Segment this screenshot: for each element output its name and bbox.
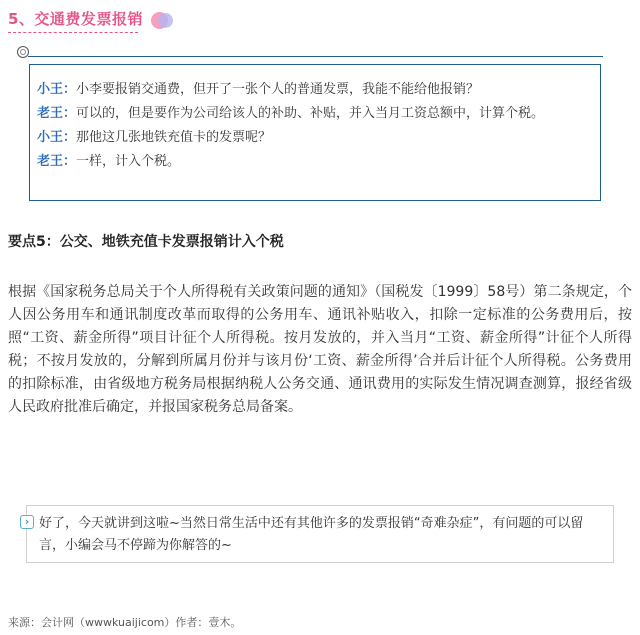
dialog-text: 小李要报销交通费，但开了一张个人的普通发票，我能不能给他报销？ xyxy=(76,82,480,97)
speaker-label: 老王： xyxy=(37,106,77,121)
speaker-label: 小王： xyxy=(37,82,77,97)
speaker-label: 老王： xyxy=(37,154,77,169)
dialog-text: 一样，计入个税。 xyxy=(76,154,181,169)
speaker-label: 小王： xyxy=(37,130,77,145)
dialog-line xyxy=(37,78,593,102)
dialog-line xyxy=(37,102,593,126)
decor-circle-blue xyxy=(158,13,173,28)
chevron-right-icon: › xyxy=(20,515,34,529)
pin-icon xyxy=(17,46,29,58)
dialog-text: 那他这几张地铁充值卡的发票呢？ xyxy=(76,130,272,145)
dialog-top-line xyxy=(28,56,603,57)
closing-text: 好了，今天就讲到这啦~当然日常生活中还有其他许多的发票报销“奇难杂症”，有问题的可以留言，小编会马不停蹄为你解答的~ xyxy=(39,516,584,553)
section-title: 5、交通费发票报销 xyxy=(8,10,143,28)
dialog-line xyxy=(37,126,593,150)
dialog-text: 可以的，但是要作为公司给该人的补助、补贴，并入当月工资总额中，计算个税。 xyxy=(76,106,545,121)
point-heading: 要点5：公交、地铁充值卡发票报销计入个税 xyxy=(8,234,284,250)
footer-source: 来源：会计网（wwwkuaijicom）作者：壹木。 xyxy=(8,616,242,629)
title-underline xyxy=(8,32,138,33)
dialog-line xyxy=(37,150,593,174)
body-paragraph: 根据《国家税务总局关于个人所得税有关政策问题的通知》（国税发〔1999〕58号）第二条规定，个人因公务用车和通讯制度改革而取得的公务用车、通讯补贴收入，扣除一定标准的公务费用后，按照“工资、薪金所得”项目计征个人所得税。按月发放的，并入当月“工资、薪金所得”计征个人所得税；不按月发放的，分解到所属月份并与该月份‘工资、薪金所得’合并后计征个人所得税。公务费用的扣除标准，由省级地方税务局根据纳税人公务交通、通讯费用的实际发生情况调查测算，报经省级人民政府批准后确定，并报国家税务总局备案。 xyxy=(8,284,632,415)
dialog-lines xyxy=(37,78,593,174)
